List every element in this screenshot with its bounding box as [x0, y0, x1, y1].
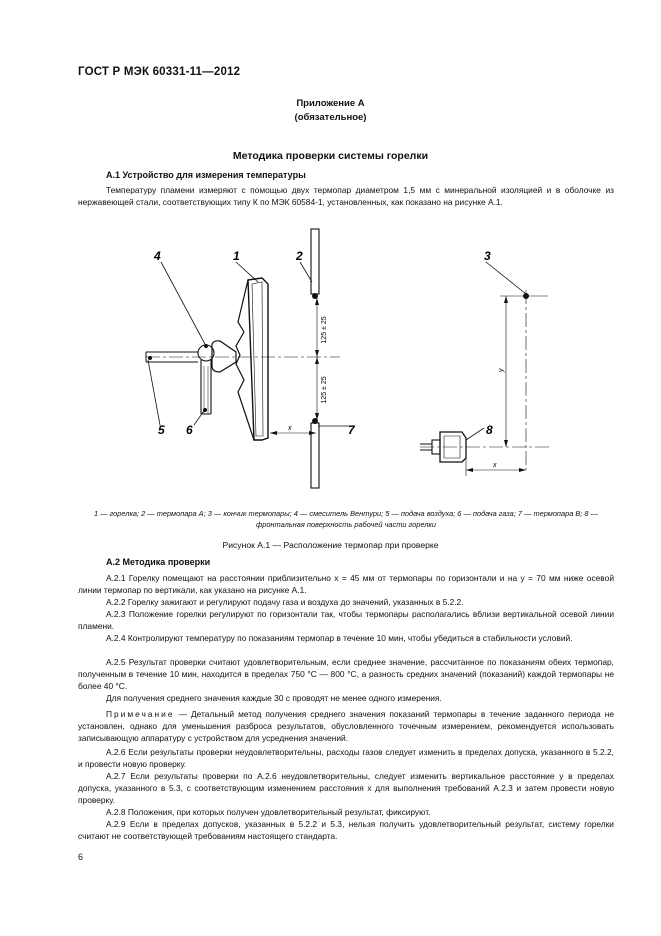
dim-lower: 125 ± 25 — [321, 376, 328, 404]
dim-y-right: y — [498, 368, 505, 372]
annex-title: Приложение А — [296, 98, 365, 109]
para-a28: А.2.8 Положения, при которых получен удовлетворительный результат, фиксируют. — [106, 807, 431, 817]
note-block — [78, 708, 614, 745]
para-a27: А.2.7 Если результаты проверки по А.2.6 неудовлетворительны, следует изменить вертикальное расстояние y в пределах допуска, указанного в 5.3, с соответствующим изменением расстояния x для выполнения требований А.2.3 и затем провести новую проверку. — [78, 771, 614, 806]
para-a25: А.2.5 Результат проверки считают удовлетворительным, если среднее значение, рассчитанное по показаниям обеих термопар, полученным в течение 10 мин, находится в пределах 750 °С — 800 °С, а разность средних значений (показаний) каждой термопары не более 40 °С. — [78, 657, 614, 692]
section-a2-heading: А.2 Методика проверки — [106, 557, 211, 567]
page-number: 6 — [78, 852, 84, 862]
annex-subtitle: (обязательное) — [294, 112, 367, 123]
note-text: — Детальный метод получения среднего значения показаний термопары в течение заданного периода не установлен, однако для уменьшения разброса результатов, обусловленного точечным измерением, рекомендуется использовать записывающую аппаратуру с устройством для усреднения значений. — [78, 709, 615, 744]
fig-label-7: 7 — [348, 423, 355, 437]
fig-label-1: 1 — [233, 249, 240, 263]
section-a1-text: Температуру пламени измеряют с помощью двух термопар диаметром 1,5 мм с минеральной изоляцией и в оболочке из нержавеющей стали, соответствующих типу К по МЭК 60584-1, установленных, как показано на рисунке А.1. — [78, 185, 614, 208]
standard-header: ГОСТ Р МЭК 60331-11—2012 — [78, 66, 241, 78]
para-a21: А.2.1 Горелку помещают на расстоянии приблизительно x = 45 мм от термопары по горизонтали и на y = 70 мм ниже осевой линии термопар по вертикали, как указано на рисунке А.1. — [78, 573, 614, 596]
figure-legend: 1 — горелка; 2 — термопара А; 3 — кончик термопары; 4 — смеситель Вентури; 5 — подача воздуха; 6 — подача газа; 7 — термопара В; 8 — фронтальная поверхность рабочей части горелки — [94, 509, 598, 529]
fig-label-2: 2 — [296, 249, 303, 263]
para-a22: А.2.2 Горелку зажигают и регулируют подачу газа и воздуха до значений, указанных в 5.2.2. — [106, 597, 464, 607]
para-a29: А.2.9 Если в пределах допусков, указанных в 5.2.2 и 5.3, нельзя получить удовлетворительный результат, систему горелки считают не соответствующей требованиям настоящего стандарта. — [78, 819, 614, 842]
fig-label-5: 5 — [158, 423, 165, 437]
para-a24: А.2.4 Контролируют температуру по показаниям термопар в течение 10 мин, чтобы убедиться в стабильности условий. — [106, 633, 573, 643]
dim-x-right: x — [493, 462, 497, 469]
fig-label-4: 4 — [154, 249, 161, 263]
para-a25-measure: Для получения среднего значения каждые 30 с проводят не менее одного измерения. — [106, 693, 442, 703]
para-a23: А.2.3 Положение горелки регулируют по горизонтали так, чтобы термопары располагались вблизи вертикальной осевой линии пламени. — [78, 609, 614, 632]
para-a26: А.2.6 Если результаты проверки неудовлетворительны, расходы газов следует изменить в пределах допуска, указанного в 5.2.2, и провести новую проверку. — [78, 747, 614, 770]
figure-caption: Рисунок А.1 — Расположение термопар при проверке — [222, 540, 439, 550]
fig-label-8: 8 — [486, 423, 493, 437]
note-label: Примечание — [106, 709, 175, 719]
dim-upper: 125 ± 25 — [321, 316, 328, 344]
section-a1-heading: А.1 Устройство для измерения температуры — [106, 170, 306, 180]
method-title: Методика проверки системы горелки — [232, 150, 429, 162]
fig-label-3: 3 — [484, 249, 491, 263]
fig-label-6: 6 — [186, 423, 193, 437]
dim-x-left: x — [288, 425, 292, 432]
